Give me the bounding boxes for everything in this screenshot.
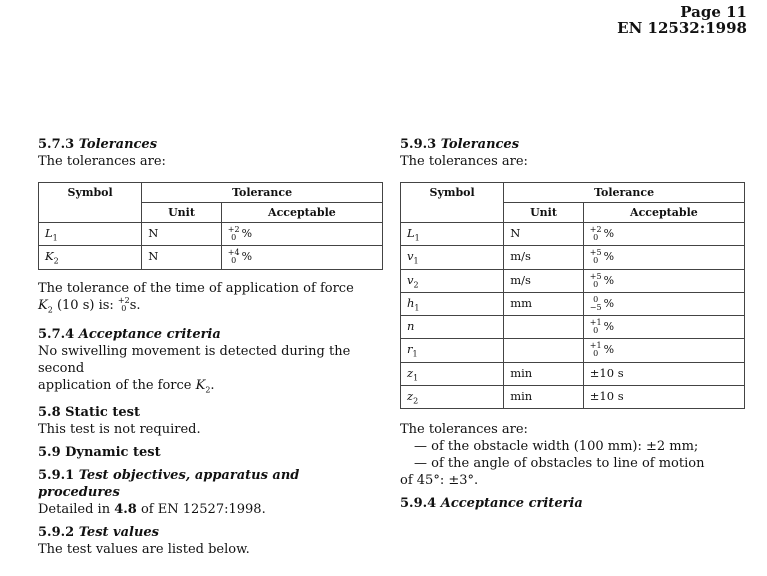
- acceptable-cell: +2 0 %: [583, 223, 744, 246]
- table-row: [39, 246, 383, 269]
- table-row: [401, 316, 745, 339]
- symbol-cell: $L_1$: [401, 223, 504, 246]
- col-symbol: Symbol: [401, 183, 504, 223]
- unit-cell: N: [504, 223, 584, 246]
- time-tolerance-line2: $K_2$ (10 s) is: +2 0 s.: [38, 296, 141, 315]
- acceptable-cell: +1 0 %: [583, 316, 744, 339]
- section-5-9-2-heading: 5.9.2 Test values: [38, 524, 159, 540]
- section-5-7-4-text1: No swivelling movement is detected during the second: [38, 344, 351, 377]
- page-number: Page 11: [680, 3, 747, 21]
- table-row: [39, 223, 383, 246]
- acceptable-cell: +5 0 %: [583, 269, 744, 292]
- unit-cell: min: [504, 386, 584, 409]
- time-tolerance-line1: The tolerance of the time of application of force: [38, 280, 354, 296]
- symbol-cell: $K_2$: [39, 246, 142, 269]
- unit-cell: m/s: [504, 269, 584, 292]
- unit-cell: [504, 316, 584, 339]
- left-tolerance-table: [38, 182, 383, 270]
- section-5-9-3-intro: The tolerances are:: [400, 154, 528, 169]
- symbol-cell: $h_1$: [401, 292, 504, 315]
- unit-cell: N: [142, 246, 222, 269]
- section-5-8-heading: 5.8 Static test: [38, 404, 140, 420]
- col-tolerance: Tolerance: [142, 183, 383, 203]
- acceptable-cell: ±10 s: [583, 362, 744, 385]
- symbol-cell: $z_2$: [401, 386, 504, 409]
- acceptable-cell: 0 −5 %: [583, 292, 744, 315]
- col-tolerance: Tolerance: [504, 183, 745, 203]
- symbol-cell: $L_1$: [39, 223, 142, 246]
- acceptable-cell: ±10 s: [583, 386, 744, 409]
- bullet-obstacle-angle-cont: of 45°: ±3°.: [400, 473, 479, 489]
- section-5-9-2-text: The test values are listed below.: [38, 541, 250, 557]
- symbol-cell: n: [401, 316, 504, 339]
- unit-cell: mm: [504, 292, 584, 315]
- section-5-7-3-intro: The tolerances are:: [38, 154, 166, 169]
- section-5-9-1-heading: 5.9.1 Test objectives, apparatus and procedures: [38, 467, 300, 500]
- left-column: [38, 136, 383, 558]
- unit-cell: [504, 339, 584, 362]
- section-5-7-3-heading: 5.7.3 Tolerances: [38, 137, 158, 152]
- symbol-cell: $z_1$: [401, 362, 504, 385]
- col-acceptable: Acceptable: [583, 203, 744, 223]
- unit-cell: m/s: [504, 246, 584, 269]
- bullet-obstacle-angle: — of the angle of obstacles to line of motion: [414, 456, 705, 472]
- col-acceptable: Acceptable: [221, 203, 382, 223]
- table-row: [401, 362, 745, 385]
- section-5-9-3-heading: 5.9.3 Tolerances: [400, 137, 520, 152]
- bullet-obstacle-width: — of the obstacle width (100 mm): ±2 mm;: [414, 439, 699, 455]
- section-5-9-4-heading: 5.9.4 Acceptance criteria: [400, 496, 583, 512]
- table-row: [401, 246, 745, 269]
- symbol-cell: $r_1$: [401, 339, 504, 362]
- col-symbol: Symbol: [39, 183, 142, 223]
- section-5-9-heading: 5.9 Dynamic test: [38, 444, 161, 460]
- acceptable-cell: +5 0 %: [583, 246, 744, 269]
- table-row: [401, 386, 745, 409]
- acceptable-cell: +2 0 %: [221, 223, 382, 246]
- section-5-7-4-text2: application of the force $K_2$.: [38, 378, 215, 395]
- acceptable-cell: +4 0 %: [221, 246, 382, 269]
- section-5-8-text: This test is not required.: [38, 421, 201, 437]
- right-column: [400, 136, 745, 512]
- standard-number: EN 12532:1998: [617, 19, 747, 37]
- col-unit: Unit: [504, 203, 584, 223]
- after-table-intro: The tolerances are:: [400, 422, 528, 438]
- section-5-9-1-text: Detailed in 4.8 of EN 12527:1998.: [38, 501, 266, 517]
- table-row: [401, 223, 745, 246]
- table-row: [401, 292, 745, 315]
- symbol-cell: $v_2$: [401, 269, 504, 292]
- unit-cell: N: [142, 223, 222, 246]
- section-5-7-4-heading: 5.7.4 Acceptance criteria: [38, 327, 221, 343]
- symbol-cell: $v_1$: [401, 246, 504, 269]
- page-header: [617, 4, 747, 36]
- acceptable-cell: +1 0 %: [583, 339, 744, 362]
- table-row: [401, 269, 745, 292]
- unit-cell: min: [504, 362, 584, 385]
- right-tolerance-table: [400, 182, 745, 409]
- col-unit: Unit: [142, 203, 222, 223]
- time-tolerance-fraction: +2 0: [117, 296, 130, 314]
- table-row: [401, 339, 745, 362]
